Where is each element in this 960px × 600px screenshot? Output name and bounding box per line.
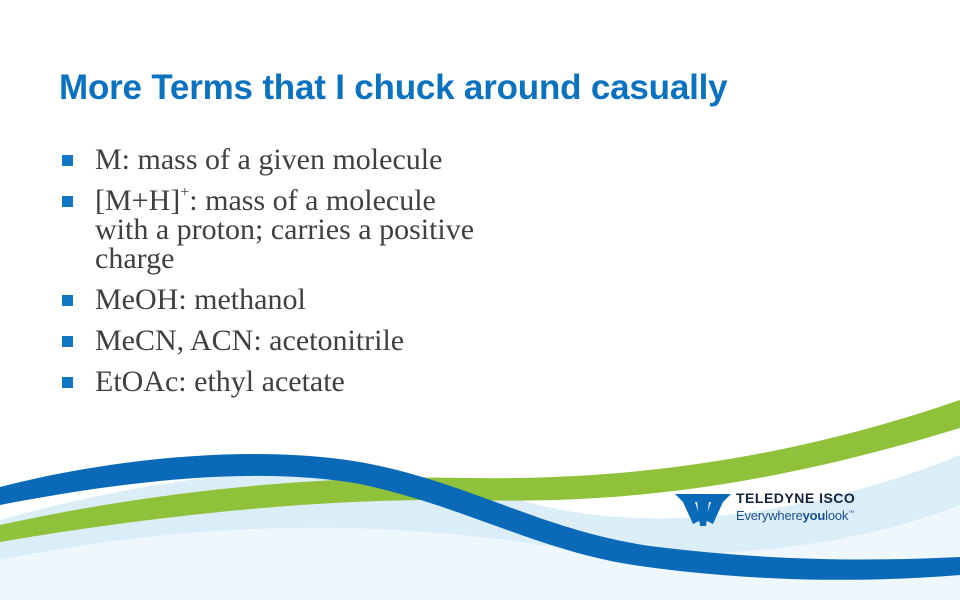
bullet-item [62,145,482,174]
bullet-item [62,367,482,396]
square-bullet-icon [62,155,73,166]
square-bullet-icon [62,295,73,306]
bullet-text: M: mass of a given molecule [95,143,443,176]
bullet-item [62,285,482,314]
bullet-item [62,186,482,273]
slide-title: More Terms that I chuck around casually [59,68,728,107]
brand-name: TELEDYNE ISCO [736,490,856,506]
square-bullet-icon [62,196,73,207]
square-bullet-icon [62,377,73,388]
bullet-text: MeCN, ACN: acetonitrile [95,324,405,357]
bullet-text: MeOH: methanol [95,283,306,316]
teledyne-isco-logo [673,490,873,530]
brand-tagline: Everywhereyoulook™ [736,508,855,523]
bullet-item [62,326,482,355]
square-bullet-icon [62,336,73,347]
bullet-text-rest: : mass of a molecule with a proton; carries a positive charge [95,184,475,275]
bullet-text-main: [M+H] [95,184,181,217]
bullet-text: EtOAc: ethyl acetate [95,365,345,398]
bullet-list [62,145,482,408]
charge-superscript: + [180,184,190,201]
bullet-text [95,184,474,275]
teledyne-logo-icon [673,490,733,530]
